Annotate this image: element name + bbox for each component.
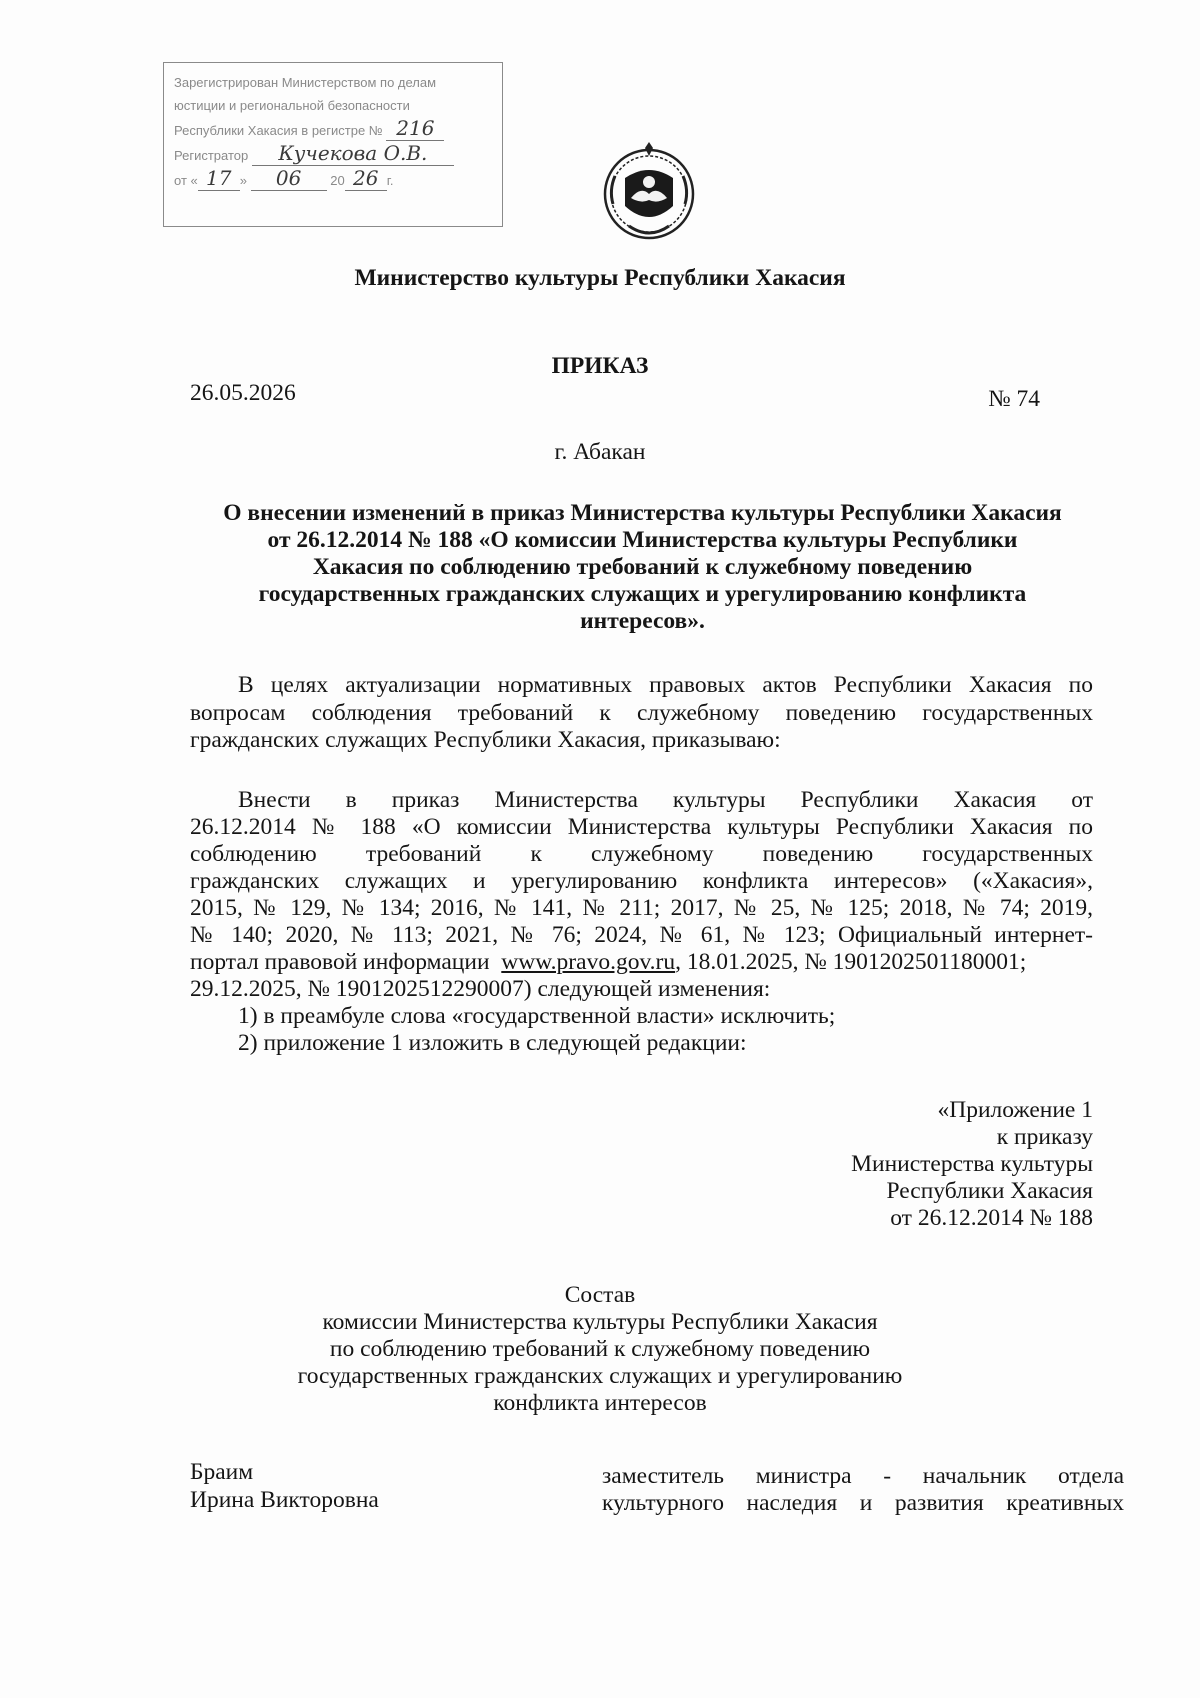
composition-line-4: конфликта интересов	[493, 1390, 707, 1416]
appendix-ref-line-1: «Приложение 1	[937, 1097, 1093, 1123]
body-line-7-text: портал правовой информации	[190, 949, 490, 975]
title-line-5: интересов».	[580, 608, 705, 634]
appendix-ref-line-5: от 26.12.2014 № 188	[890, 1205, 1093, 1231]
stamp-date-month: 06	[251, 167, 327, 191]
composition-line-2: по соблюдению требований к служебному поведению	[329, 1336, 871, 1362]
member-role-line-2: культурного наследия и развития креативных	[602, 1490, 1124, 1516]
stamp-date-year-prefix: 20	[330, 173, 345, 188]
member-role-line-1: заместитель министра - начальник отдела	[602, 1463, 1124, 1489]
document-date: 26.05.2026	[190, 380, 296, 406]
body-line-6: № 140; 2020, № 113; 2021, № 76; 2024, № 61, № 123; Официальный интернет-	[190, 922, 1093, 948]
appendix-ref-line-4: Республики Хакасия	[886, 1178, 1093, 1204]
stamp-date-prefix: от «	[174, 173, 198, 188]
document-city: г. Абакан	[554, 439, 646, 465]
appendix-ref-line-2: к приказу	[996, 1124, 1093, 1150]
body-line-8: 29.12.2025, № 1901202512290007) следующей изменения:	[190, 976, 771, 1002]
body-line-1: Внести в приказ Министерства культуры Республики Хакасия от	[238, 787, 1093, 813]
title-line-1: О внесении изменений в приказ Министерства культуры Республики Хакасия	[223, 500, 1062, 526]
body-line-7	[190, 949, 1093, 976]
stamp-date-year: 26	[345, 167, 387, 191]
member-name: Ирина Викторовна	[190, 1487, 379, 1513]
coat-of-arms-emblem	[599, 142, 699, 242]
title-line-3: Хакасия по соблюдению требований к служебному поведению	[312, 554, 973, 580]
composition-line-1: комиссии Министерства культуры Республики Хакасия	[322, 1309, 878, 1335]
stamp-date-day-suffix: »	[239, 173, 247, 188]
registration-stamp	[163, 62, 503, 227]
body-line-4: гражданских служащих и урегулированию конфликта интересов» («Хакасия»,	[190, 868, 1093, 894]
member-surname: Браим	[190, 1459, 254, 1485]
stamp-date-day: 17	[198, 167, 240, 191]
ministry-name: Министерство культуры Республики Хакасия	[354, 265, 846, 291]
appendix-ref-line-3: Министерства культуры	[851, 1151, 1093, 1177]
title-line-4: государственных гражданских служащих и урегулированию конфликта	[258, 581, 1027, 607]
stamp-date-year-end: г.	[386, 173, 394, 188]
stamp-register-number: 216	[386, 117, 444, 141]
preamble-line-3: гражданских служащих Республики Хакасия, приказываю:	[190, 727, 781, 753]
stamp-line-2: юстиции и региональной безопасности	[174, 98, 410, 113]
document-type: ПРИКАЗ	[551, 353, 649, 379]
stamp-date-row	[174, 167, 492, 192]
body-line-2: 26.12.2014 № 188 «О комиссии Министерства культуры Республики Хакасия по	[190, 814, 1093, 840]
stamp-line-1: Зарегистрирован Министерством по делам	[174, 75, 437, 90]
preamble-line-2: вопросам соблюдения требований к служебному поведению государственных	[190, 700, 1093, 726]
body-line-5: 2015, № 129, № 134; 2016, № 141, № 211; 2017, № 25, № 125; 2018, № 74; 2019,	[190, 895, 1093, 921]
amendment-item-2: 2) приложение 1 изложить в следующей редакции:	[238, 1030, 747, 1056]
document-number: № 74	[988, 386, 1040, 412]
stamp-register-label: Республики Хакасия в регистре №	[174, 123, 383, 138]
body-line-3: соблюдению требований к служебному поведению государственных	[190, 841, 1093, 867]
preamble-line-1: В целях актуализации нормативных правовых актов Республики Хакасия по	[238, 672, 1093, 698]
title-line-2: от 26.12.2014 № 188 «О комиссии Министерства культуры Республики	[267, 527, 1018, 553]
stamp-registrar-row	[174, 142, 492, 167]
stamp-registrar-label: Регистратор	[174, 148, 249, 163]
amendment-item-1: 1) в преамбуле слова «государственной власти» исключить;	[238, 1003, 836, 1029]
pravo-gov-link[interactable]: www.pravo.gov.ru	[501, 949, 676, 975]
stamp-line-3	[174, 117, 492, 142]
body-line-7-suffix: , 18.01.2025, № 1901202501180001;	[675, 949, 1027, 975]
composition-title: Состав	[564, 1282, 636, 1308]
stamp-registrar-signature: Кучекова О.В.	[252, 142, 454, 166]
composition-line-3: государственных гражданских служащих и урегулированию	[297, 1363, 903, 1389]
